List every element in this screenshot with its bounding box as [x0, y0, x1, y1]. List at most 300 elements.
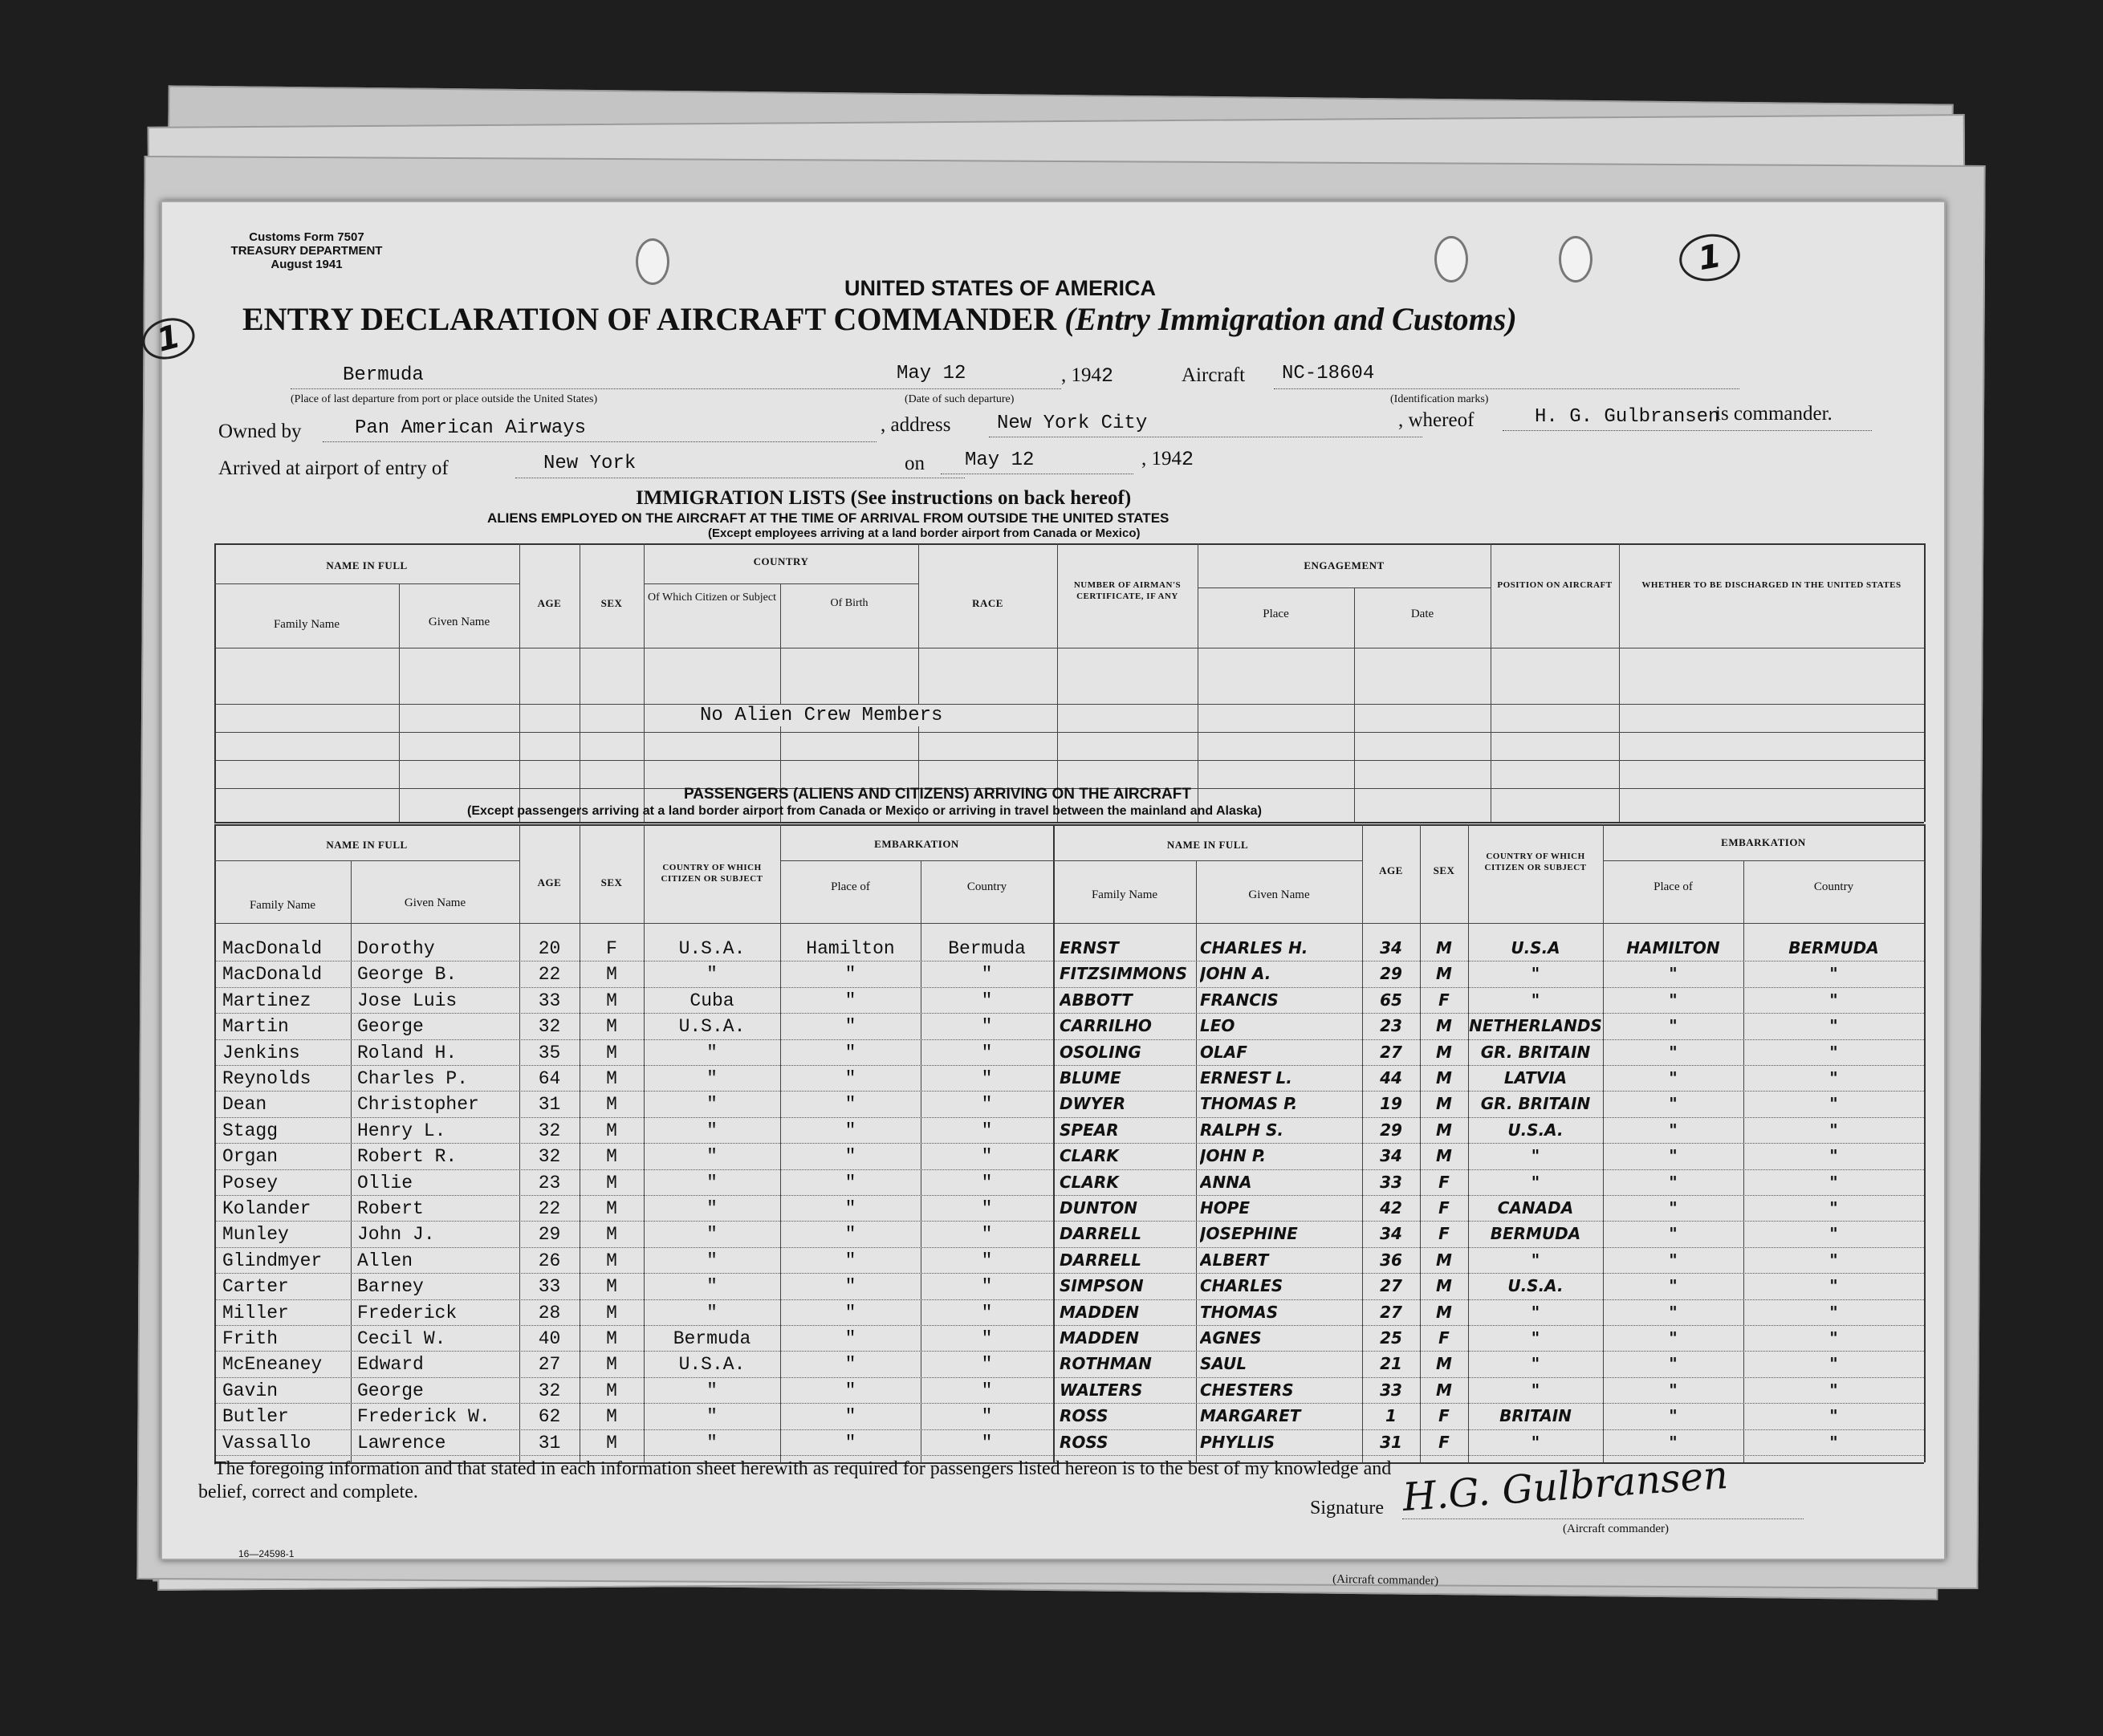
pass-col-age-right: AGE [1379, 864, 1403, 876]
embarkation-country: " [981, 1354, 993, 1376]
citizenship: " [706, 1276, 718, 1298]
address-value-text: New York City [997, 413, 1148, 434]
sex: M [606, 1432, 617, 1453]
aliens-col-date: Date [1410, 608, 1434, 620]
age: 25 [1380, 1328, 1402, 1348]
embarkation-place: " [844, 1016, 856, 1038]
family-name: Butler [222, 1406, 289, 1428]
punch-hole [1434, 236, 1468, 283]
citizenship: " [1531, 1432, 1540, 1452]
family-name: Frith [222, 1328, 279, 1349]
row-divider [1053, 1247, 1924, 1248]
given-name: FRANCIS [1200, 990, 1279, 1010]
embarkation-place: " [844, 1120, 856, 1141]
age: 31 [1380, 1432, 1402, 1452]
aliens-col-discharged: WHETHER TO BE DISCHARGED IN THE UNITED STATES [1641, 580, 1902, 590]
given-name: George [357, 1016, 424, 1038]
row-divider [1053, 1325, 1924, 1326]
family-name: ROTHMAN [1060, 1354, 1152, 1374]
aliens-col-birth: Of Birth [830, 597, 868, 609]
embarkation-country: " [1829, 1406, 1838, 1426]
sex: M [606, 1042, 617, 1063]
sex: M [1436, 1302, 1452, 1322]
citizenship: BRITAIN [1499, 1406, 1572, 1426]
citizenship: " [706, 1068, 718, 1089]
embarkation-country: " [981, 1120, 993, 1141]
family-name: Vassallo [222, 1432, 311, 1453]
age: 34 [1380, 1146, 1402, 1166]
family-name: SIMPSON [1060, 1276, 1144, 1296]
embarkation-place: " [1669, 1042, 1678, 1062]
form-title-sub: (Entry Immigration and Customs) [1064, 301, 1517, 337]
immigration-title: IMMIGRATION LISTS (See instructions on back hereof) [636, 487, 1132, 509]
age: 64 [538, 1068, 561, 1089]
sex: M [606, 1380, 617, 1401]
row-divider [216, 1455, 1053, 1456]
family-name: BLUME [1060, 1068, 1121, 1088]
family-name: DUNTON [1060, 1198, 1137, 1218]
form-number: 16—24598-1 [238, 1548, 295, 1559]
embarkation-place: " [1669, 1354, 1678, 1374]
sex: M [606, 990, 617, 1011]
citizenship: " [706, 1172, 718, 1193]
row-divider [1053, 1403, 1924, 1404]
sex: M [606, 1406, 617, 1428]
age: 1 [1385, 1406, 1397, 1426]
embarkation-country: " [981, 1198, 993, 1219]
age: 22 [538, 1198, 561, 1219]
row-divider [1053, 1299, 1924, 1300]
row-divider [1053, 1065, 1924, 1066]
family-name: OSOLING [1060, 1042, 1141, 1062]
embarkation-place: " [1669, 1276, 1678, 1296]
embarkation-country: " [1829, 1302, 1838, 1322]
age: 32 [538, 1016, 561, 1038]
citizenship: U.S.A. [678, 1016, 746, 1038]
sex: M [606, 1172, 617, 1193]
family-name: CARRILHO [1060, 1016, 1152, 1036]
embarkation-country: " [981, 1042, 993, 1063]
given-name: CHARLES [1200, 1276, 1283, 1296]
margin-circled-number: 1 [138, 312, 200, 364]
embarkation-place: " [1669, 1094, 1678, 1114]
citizenship: " [706, 1406, 718, 1428]
embarkation-place: " [1669, 1146, 1678, 1166]
pass-col-sex: SEX [600, 876, 623, 888]
age: 32 [538, 1146, 561, 1168]
age: 27 [538, 1354, 561, 1376]
given-name: MARGARET [1200, 1406, 1301, 1426]
embarkation-place: " [1669, 1328, 1678, 1348]
sex: M [606, 1354, 617, 1376]
age: 22 [538, 964, 561, 986]
family-name: Martin [222, 1016, 289, 1038]
embarkation-country: " [1829, 1016, 1838, 1036]
given-name: George [357, 1380, 424, 1401]
embarkation-place: " [844, 964, 856, 986]
arrival-year-digit: 2 [1182, 448, 1194, 471]
citizenship: GR. BRITAIN [1480, 1042, 1591, 1062]
sex: M [1436, 1068, 1452, 1088]
signature-caption: (Aircraft commander) [1563, 1523, 1670, 1535]
year-field [1061, 364, 1113, 388]
row-divider [216, 1013, 1053, 1014]
embarkation-country: " [1829, 1276, 1838, 1296]
department-label: TREASURY DEPARTMENT [230, 244, 383, 258]
departure-date-caption: (Date of such departure) [905, 393, 1015, 405]
pass-col-embarkation-right: EMBARKATION [1721, 836, 1806, 848]
given-name: Charles P. [357, 1068, 469, 1089]
embarkation-country: " [1829, 1328, 1838, 1348]
sex: M [1436, 1094, 1452, 1114]
row-divider [1053, 1455, 1924, 1456]
age: 32 [538, 1380, 561, 1401]
row-divider [1053, 1143, 1924, 1144]
citizenship: Bermuda [673, 1328, 751, 1349]
row-divider [216, 1143, 1053, 1144]
whereof-label: , whereof [1398, 409, 1475, 431]
age: 34 [1380, 938, 1402, 957]
embarkation-country: " [1829, 1380, 1838, 1400]
aliens-col-race: RACE [972, 597, 1003, 609]
pass-col-embarkation: EMBARKATION [874, 838, 959, 850]
age: 44 [1380, 1068, 1402, 1088]
given-name: Dorothy [357, 938, 435, 959]
sex: M [606, 1250, 617, 1271]
pass-col-name: NAME IN FULL [326, 839, 408, 851]
embarkation-place: " [844, 1328, 856, 1349]
embarkation-place: " [1669, 1302, 1678, 1322]
citizenship: U.S.A. [678, 1354, 746, 1376]
age: 42 [1380, 1198, 1402, 1218]
given-name: Edward [357, 1354, 424, 1376]
age: 36 [1380, 1250, 1402, 1270]
citizenship: " [706, 1380, 718, 1401]
row-divider [1053, 1429, 1924, 1430]
family-name: ABBOTT [1060, 990, 1133, 1010]
aircraft-id: NC-18604 [1282, 363, 1375, 384]
citizenship: " [1531, 1354, 1540, 1374]
family-name: CLARK [1060, 1172, 1119, 1192]
age: 29 [1380, 1120, 1402, 1140]
pass-col-place-right: Place of [1654, 880, 1693, 893]
given-name: Lawrence [357, 1432, 446, 1453]
family-name: Dean [222, 1094, 267, 1116]
embarkation-country: " [1829, 1250, 1838, 1270]
citizenship: " [1531, 990, 1540, 1010]
age: 23 [538, 1172, 561, 1193]
row-divider [1053, 1195, 1924, 1196]
aliens-title: ALIENS EMPLOYED ON THE AIRCRAFT AT THE TIME OF ARRIVAL FROM OUTSIDE THE UNITED STATES [487, 510, 1169, 526]
arrival-date: May 12 [965, 449, 1035, 471]
row-divider [216, 1195, 1053, 1196]
citizenship: " [1531, 1146, 1540, 1166]
country-heading: UNITED STATES OF AMERICA [844, 276, 1156, 300]
embarkation-country: " [1829, 1042, 1838, 1062]
owner-name: Pan American Airways [355, 417, 587, 439]
given-name: THOMAS [1200, 1302, 1279, 1322]
embarkation-country: " [981, 1172, 993, 1193]
embarkation-place: " [844, 1354, 856, 1376]
given-name: JOHN P. [1200, 1146, 1266, 1166]
family-name: MacDonald [222, 938, 323, 959]
pass-col-name-right: NAME IN FULL [1166, 839, 1249, 851]
given-name: Robert R. [357, 1146, 458, 1168]
given-name: THOMAS P. [1200, 1094, 1298, 1114]
customs-form-label: Customs Form 7507 [249, 230, 364, 244]
sex: F [606, 938, 617, 959]
embarkation-place: " [1669, 1406, 1678, 1426]
sex: F [1438, 1172, 1450, 1192]
age: 33 [538, 990, 561, 1011]
sex: M [1436, 964, 1452, 984]
form-date: August 1941 [271, 258, 343, 271]
embarkation-country: " [981, 1406, 993, 1428]
given-name: Barney [357, 1276, 424, 1298]
sex: M [1436, 1250, 1452, 1270]
embarkation-place: " [1669, 1016, 1678, 1036]
family-name: CLARK [1060, 1146, 1119, 1166]
embarkation-country: " [981, 1016, 993, 1038]
citizenship: U.S.A. [1507, 1276, 1564, 1296]
family-name: MADDEN [1060, 1302, 1139, 1322]
age: 20 [538, 938, 561, 959]
pass-col-country-right: Country [1813, 880, 1854, 893]
family-name: Martinez [222, 990, 311, 1011]
citizenship: " [1531, 1172, 1540, 1192]
sex: F [1438, 1432, 1450, 1452]
family-name: Stagg [222, 1120, 279, 1141]
age: 62 [538, 1406, 561, 1428]
given-name: ANNA [1200, 1172, 1252, 1192]
row-divider [216, 1273, 1053, 1274]
sex: M [606, 1328, 617, 1349]
given-name: LEO [1200, 1016, 1235, 1036]
age: 33 [538, 1276, 561, 1298]
pass-col-given-right: Given Name [1248, 888, 1310, 901]
citizenship: Cuba [689, 990, 734, 1011]
row-divider [216, 1117, 1053, 1118]
embarkation-country: " [981, 1094, 993, 1116]
punch-hole [636, 238, 669, 285]
given-name: RALPH S. [1200, 1120, 1283, 1140]
given-name: ALBERT [1200, 1250, 1269, 1270]
given-name: Cecil W. [357, 1328, 446, 1349]
passengers-subtitle: (Except passengers arriving at a land border airport from Canada or Mexico or arriving in travel between the mainland and Alaska) [467, 804, 1262, 818]
year-digit: 2 [1101, 364, 1114, 388]
given-name: ERNEST L. [1200, 1068, 1292, 1088]
embarkation-country: " [981, 1068, 993, 1089]
embarkation-place: " [844, 1276, 856, 1298]
given-name: Frederick [357, 1302, 458, 1323]
arrival-airport: New York [543, 453, 637, 474]
embarkation-country: BERMUDA [1788, 938, 1879, 957]
citizenship: " [706, 1094, 718, 1116]
embarkation-place: " [844, 990, 856, 1011]
citizenship: LATVIA [1503, 1068, 1568, 1088]
is-commander-label: is commander. [1715, 403, 1832, 425]
family-name: Kolander [222, 1198, 311, 1219]
aliens-col-country: COUNTRY [753, 555, 809, 567]
citizenship: GR. BRITAIN [1480, 1094, 1591, 1114]
family-name: MADDEN [1060, 1328, 1139, 1348]
embarkation-place: " [844, 1068, 856, 1089]
commander-name: H. G. Gulbransen [1535, 406, 1720, 428]
sex: F [1438, 1224, 1450, 1244]
sex: M [606, 1094, 617, 1116]
citizenship: " [706, 1042, 718, 1063]
citizenship: U.S.A. [1507, 1120, 1564, 1140]
embarkation-country: " [981, 1380, 993, 1401]
family-name: Jenkins [222, 1042, 300, 1063]
row-divider [1053, 1013, 1924, 1014]
citizenship: " [1531, 1250, 1540, 1270]
aliens-col-place: Place [1263, 608, 1289, 620]
age: 27 [1380, 1302, 1402, 1322]
age: 21 [1380, 1354, 1402, 1374]
address-label: , address [881, 414, 951, 436]
embarkation-place: Hamilton [806, 938, 895, 959]
embarkation-place: " [844, 1224, 856, 1246]
aliens-col-given: Given Name [428, 616, 490, 628]
given-name: OLAF [1200, 1042, 1247, 1062]
age: 33 [1380, 1380, 1402, 1400]
citizenship: " [1531, 1380, 1540, 1400]
family-name: DARRELL [1060, 1250, 1142, 1270]
age: 27 [1380, 1276, 1402, 1296]
departure-place: Bermuda [343, 364, 424, 386]
embarkation-country: " [1829, 1094, 1838, 1114]
form-id-block [226, 230, 387, 271]
pass-col-place: Place of [831, 880, 870, 893]
embarkation-country: " [981, 1432, 993, 1453]
age: 35 [538, 1042, 561, 1063]
aliens-col-name: NAME IN FULL [326, 559, 408, 571]
row-divider [1053, 1273, 1924, 1274]
age: 23 [1380, 1016, 1402, 1036]
family-name: Organ [222, 1146, 279, 1168]
citizenship: " [706, 1302, 718, 1323]
row-divider [216, 1221, 1053, 1222]
family-name: DWYER [1060, 1094, 1126, 1114]
embarkation-place: " [1669, 964, 1678, 984]
sex: M [1436, 1146, 1452, 1166]
row-divider [1053, 1039, 1924, 1040]
embarkation-place: " [1669, 990, 1678, 1010]
pass-col-citizen-right: COUNTRY OF WHICH CITIZEN OR SUBJECT [1484, 852, 1587, 872]
embarkation-country: " [1829, 1432, 1838, 1452]
embarkation-country: " [1829, 1354, 1838, 1374]
family-name: DARRELL [1060, 1224, 1142, 1244]
sex: M [1436, 1276, 1452, 1296]
embarkation-place: " [1669, 1198, 1678, 1218]
family-name: MacDonald [222, 964, 323, 986]
given-name: George B. [357, 964, 458, 986]
form-title [242, 300, 1517, 338]
citizenship: " [706, 964, 718, 986]
age: 40 [538, 1328, 561, 1349]
embarkation-place: " [844, 1380, 856, 1401]
embarkation-country: " [981, 964, 993, 986]
citizenship: " [1531, 1328, 1540, 1348]
age: 34 [1380, 1224, 1402, 1244]
embarkation-country: " [1829, 1146, 1838, 1166]
age: 28 [538, 1302, 561, 1323]
row-divider [1053, 987, 1924, 988]
row-divider [216, 1429, 1053, 1430]
citizenship: " [1531, 1302, 1540, 1322]
pass-col-sex-right: SEX [1433, 864, 1455, 876]
given-name: JOHN A. [1200, 964, 1271, 984]
family-name: Reynolds [222, 1068, 311, 1089]
pass-col-family: Family Name [249, 899, 316, 912]
family-name: Posey [222, 1172, 279, 1193]
aliens-col-engagement: ENGAGEMENT [1304, 559, 1385, 571]
embarkation-place: " [844, 1432, 856, 1453]
sex: M [606, 1068, 617, 1089]
sex: F [1438, 1198, 1450, 1218]
row-divider [1053, 961, 1924, 962]
sex: M [1436, 938, 1452, 957]
embarkation-place: " [1669, 1172, 1678, 1192]
embarkation-country: " [981, 1328, 993, 1349]
embarkation-country: " [981, 1302, 993, 1323]
age: 31 [538, 1094, 561, 1116]
sex: M [606, 1224, 617, 1246]
sex: M [1436, 1120, 1452, 1140]
family-name: ROSS [1060, 1406, 1108, 1426]
citizenship: " [706, 1198, 718, 1219]
punch-hole [1559, 236, 1593, 283]
sex: M [1436, 1380, 1452, 1400]
signature-label: Signature [1310, 1498, 1384, 1518]
form-title-main: ENTRY DECLARATION OF AIRCRAFT COMMANDER [242, 301, 1057, 337]
sex: M [1436, 1016, 1452, 1036]
departure-date: May 12 [897, 363, 966, 384]
sex: M [606, 1276, 617, 1298]
sex: F [1438, 1328, 1450, 1348]
embarkation-country: " [981, 1276, 993, 1298]
embarkation-country: " [1829, 990, 1838, 1010]
embarkation-country: " [1829, 1198, 1838, 1218]
arrival-year-prefix: , 194 [1141, 448, 1182, 470]
arrival-year [1141, 448, 1194, 471]
citizenship: " [706, 1250, 718, 1271]
given-name: Ollie [357, 1172, 413, 1193]
pass-col-citizen: COUNTRY OF WHICH CITIZEN OR SUBJECT [661, 863, 763, 884]
embarkation-country: " [1829, 1172, 1838, 1192]
given-name: AGNES [1200, 1328, 1262, 1348]
given-name: Henry L. [357, 1120, 446, 1141]
row-divider [1053, 1117, 1924, 1118]
pass-col-given: Given Name [404, 896, 466, 909]
embarkation-country: " [981, 990, 993, 1011]
embarkation-place: " [844, 1406, 856, 1428]
embarkation-place: HAMILTON [1626, 938, 1720, 957]
given-name: CHARLES H. [1200, 938, 1308, 957]
sex: M [606, 1198, 617, 1219]
statement-line-2: belief, correct and complete. [198, 1482, 418, 1502]
citizenship: " [706, 1120, 718, 1141]
embarkation-place: " [844, 1302, 856, 1323]
aliens-col-citizen: Of Which Citizen or Subject [648, 592, 776, 604]
embarkation-place: " [1669, 1224, 1678, 1244]
row-divider [216, 1351, 1053, 1352]
aliens-col-position: POSITION ON AIRCRAFT [1497, 580, 1613, 590]
family-name: Munley [222, 1224, 289, 1246]
aliens-col-sex: SEX [600, 597, 623, 609]
family-name: SPEAR [1060, 1120, 1119, 1140]
